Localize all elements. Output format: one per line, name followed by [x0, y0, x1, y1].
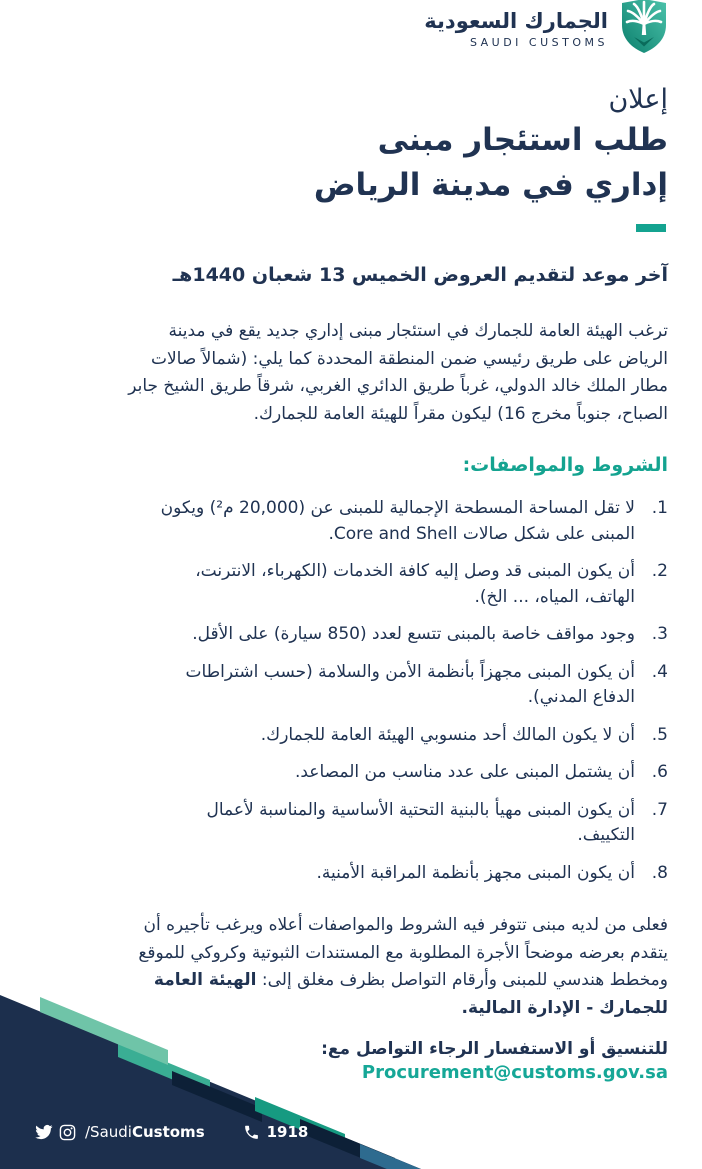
social-handle [85, 1123, 205, 1141]
list-item-text: لا تقل المساحة المسطحة الإجمالية للمبنى عن (20,000 م²) ويكون المبنى على شكل صالات Core and Shell. [160, 498, 635, 544]
list-item-number: 6. [651, 762, 668, 783]
page-title-line1: طلب استئجار مبنى [377, 122, 668, 159]
list-item-text: وجود مواقف خاصة بالمبنى تتسع لعدد (850 سيارة) على الأقل. [192, 624, 635, 645]
contact-label: للتنسيق أو الاستفسار الرجاء التواصل مع: [321, 1038, 668, 1059]
saudi-customs-logo [34, 0, 668, 58]
list-item-text: أن لا يكون المالك أحد منسوبي الهيئة العامة للجمارك. [260, 724, 635, 745]
submission-deadline: آخر موعد لتقديم العروض الخميس 13 شعبان 1440هـ [172, 264, 668, 287]
phone-icon [243, 1124, 260, 1141]
list-item-text: أن يشتمل المبنى على عدد مناسب من المصاعد. [294, 762, 635, 783]
list-item [34, 861, 668, 887]
list-item-number: 3. [651, 624, 668, 645]
list-item [34, 723, 668, 749]
list-item [34, 622, 668, 648]
list-item [34, 760, 668, 786]
list-item-text: أن يكون المبنى مجهزاً بأنظمة الأمن والسلامة (حسب اشتراطات الدفاع المدني). [185, 661, 635, 708]
list-item-number: 5. [651, 724, 668, 745]
list-item [34, 559, 668, 610]
list-item-number: 4. [651, 661, 668, 682]
closing-text: فعلى من لديه مبنى تتوفر فيه الشروط والمواصفات أعلاه ويرغب تأجيره أن يتقدم بعرضه موضحاً الأجرة المطلوبة مع المستندات الثبوتية وكروكي للموقع ومخطط هندسي للمبنى وأرقام التواصل بظرف مغلق إلى: [138, 915, 668, 991]
list-item-number: 8. [651, 862, 668, 883]
list-item-number: 1. [651, 498, 668, 519]
list-item-number: 2. [651, 561, 668, 582]
list-item-number: 7. [651, 799, 668, 820]
contact-block [34, 1039, 668, 1083]
footer-phone [243, 1123, 309, 1141]
contact-email-link[interactable]: Procurement@customs.gov.sa [361, 1061, 668, 1083]
intro-paragraph: ترغب الهيئة العامة للجمارك في استئجار مبنى إداري جديد يقع في مدينة الرياض على طريق رئيسي ضمن المنطقة المحددة كما يلي: (شمالاً صالات مطار الملك خالد الدولي، غرباً طريق الدائري الغربي، شرقاً طريق الشيخ جابر الصباح، جنوباً مخرج 16) ليكون مقراً للهيئة العامة للجمارك. [128, 321, 668, 424]
list-item [34, 660, 668, 711]
social-handle-prefix: /Saudi [85, 1123, 132, 1141]
list-item-text: أن يكون المبنى مجهز بأنظمة المراقبة الأمنية. [316, 862, 635, 883]
list-item-text: أن يكون المبنى قد وصل إليه كافة الخدمات (الكهرباء، الانترنت، الهاتف، المياه، ... الخ). [195, 561, 635, 607]
logo-title-arabic: الجمارك السعودية [424, 8, 608, 33]
requirements-heading: الشروط والمواصفات: [462, 454, 668, 477]
page-title-line2: إداري في مدينة الرياض [313, 167, 668, 204]
instagram-icon [59, 1124, 76, 1141]
logo-wordmark [424, 9, 608, 49]
closing-paragraph [102, 912, 668, 1022]
title-accent-bar [636, 224, 666, 232]
closing-recipient-bold: الهيئة العامة للجمارك - الإدارة المالية. [153, 970, 668, 1018]
list-item [34, 798, 668, 849]
twitter-icon [35, 1123, 53, 1141]
social-handle-bold: Customs [131, 1123, 205, 1141]
requirements-list [34, 496, 668, 886]
phone-number: 1918 [266, 1123, 309, 1141]
page-title [34, 118, 668, 208]
list-item [34, 496, 668, 547]
footer-social-row [35, 1123, 308, 1141]
logo-title-english: SAUDI CUSTOMS [469, 36, 608, 50]
customs-shield-palm-icon [620, 0, 668, 53]
list-item-text: أن يكون المبنى مهيأ بالبنية التحتية الأساسية والمناسبة لأعمال التكييف. [206, 799, 635, 846]
announcement-kicker: إعلان [608, 84, 668, 115]
